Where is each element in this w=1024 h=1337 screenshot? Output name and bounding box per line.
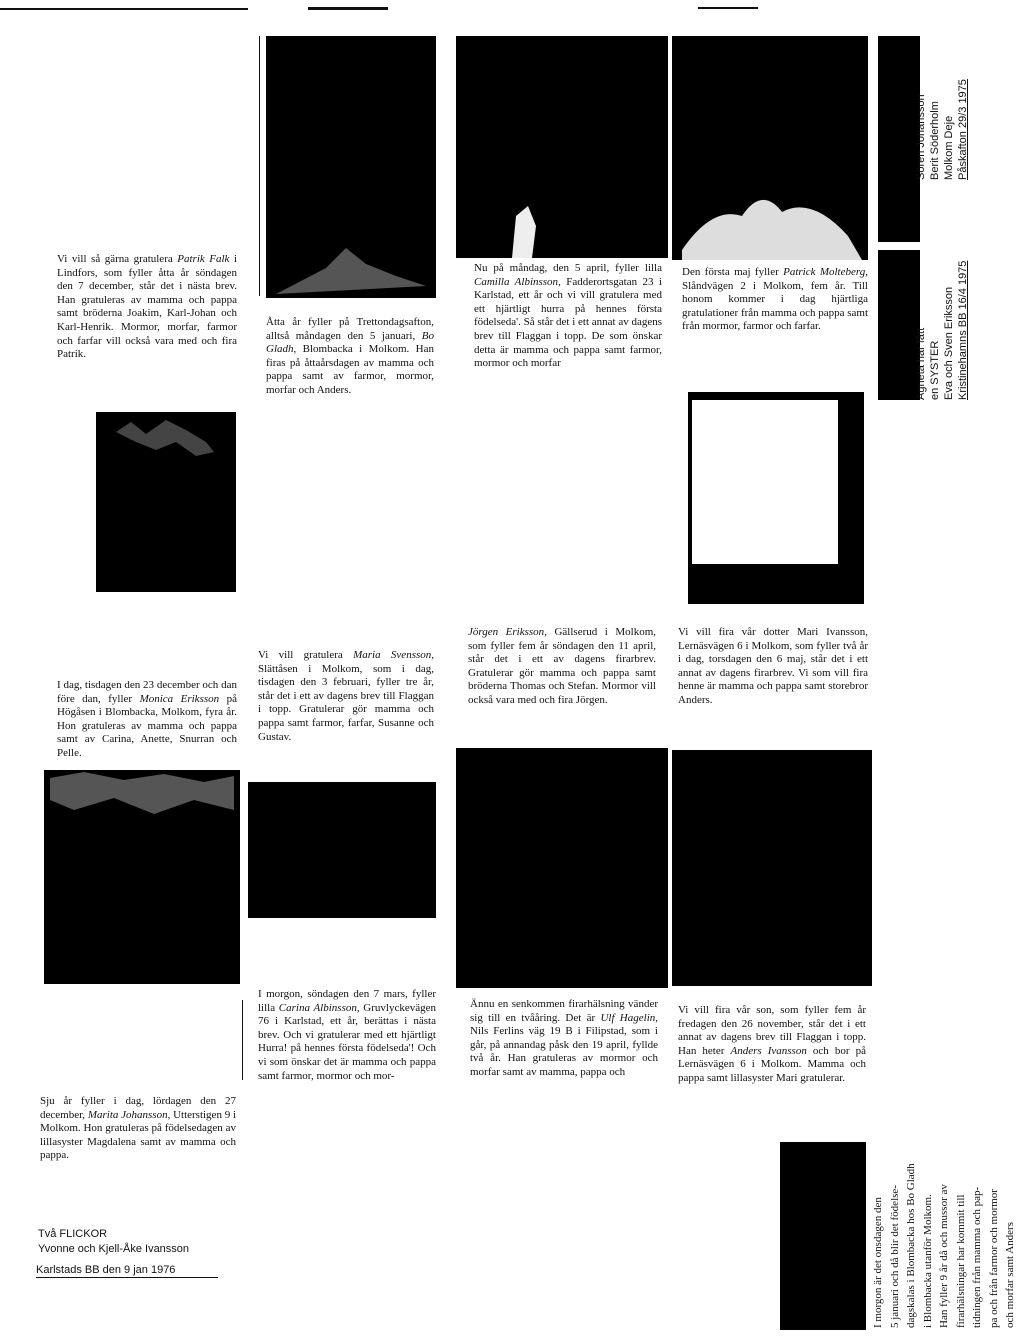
clipping-jorgen: Jörgen Eriksson, Gällserud i Molkom, som fyller fem år söndagen den 11 april, står det i ett av dagens firarbrev. Gratulerar gör mamma och pappa samt bröderna Thomas och Stefan. Mormor vill också vara med och fira Jörgen. [468, 626, 657, 706]
maria-name: Maria Svensson [353, 649, 432, 661]
camilla-name: Camilla Albinsson [474, 275, 559, 288]
marita-name: Marita Johansson [87, 1108, 168, 1121]
top-rule-left [0, 8, 248, 10]
photo-maria [248, 782, 436, 918]
clipping-mari: Vi vill fira vår dotter Mari Ivansson, Lernäsvägen 6 i Molkom, som fyller två år i dag, torsdagen den 6 maj, står det i ett annat av dagens firarbrev. Vi som vill fira henne är mamma och pappa samt storebror Anders. [678, 626, 868, 706]
photo-bo [266, 36, 436, 298]
photo-mari-image [672, 750, 872, 986]
clipping-bo: Åtta år fyller på Trettondagsafton, alltså måndagen den 5 januari, Bo Gladh, Blombacka i Molkom. Han firas på åttaårsdagen av mamma och pappa samt av farmor, mormor, morfar och Anders. [266, 316, 434, 396]
photo-camilla-image [456, 36, 668, 258]
photo-monica-image [44, 770, 240, 984]
top-rule-mid [308, 7, 388, 10]
photo-patrik [96, 412, 236, 592]
clipping-maria: Vi vill gratulera Maria Svensson, Slättåsen i Molkom, som i dag, tisdagen den 3 februari, fyller tre år, står det i ett av dagens brev till Flaggan i topp. Gratulerar gör mamma och pappa samt farmor, farfar, Susanne och Gustav. [258, 649, 435, 743]
photo-jorgen [456, 748, 668, 988]
photo-bo-birthday-image [780, 1142, 866, 1330]
clipping-patrik: Vi vill så gärna gratulera Patrik Falk i Lindfors, som fyller åtta år söndagen den 7 december, står det i nästa brev. Han gratuleras av mamma och pappa samt bröderna Joakim, Karl-Johan och Karl-Henrik. Mormor, morfar, farmor och farfar vill också vara med och fira Patrik. [57, 253, 238, 361]
clipping-patrick-m: Den första maj fyller Patrick Molteberg, Slåndvägen 2 i Molkom, fem år. Till honom kommer i dag hjärtliga gratulationer från mamma och pappa samt från mormor, farmor och farfar. [682, 266, 869, 333]
photo-patrick-m-2-image [688, 392, 864, 604]
divider-col2-top [259, 36, 260, 296]
clipping-carina: I morgon, söndagen den 7 mars, fyller lilla Carina Albinsson, Gruvlyckevägen 76 i Karlstad, ett år, berättas i nästa brev. Och vi gratulerar med ett hjärtligt Hurra! på hennes första födelseda'! Och vi som önskar det är mamma och pappa samt farmor, mormor och mor- [258, 988, 436, 1082]
vertical-clipping-bo-birthday: I morgon är det onsdagen den 5 januari och då blir det födelse- dagskalas i Blombacka hos Bo Gladh i Blombacka utanför Molkom. Han fyller 9 år då och mussor av firarhälsningar har kommit till tidningen från mamma och pap- pa och från farmor och mormor och morfar samt Anders [872, 1163, 1016, 1328]
photo-patrik-image [96, 412, 236, 592]
monica-name: Monica Eriksson [139, 692, 220, 705]
anders-name: Anders Ivansson [730, 1044, 807, 1057]
patrik-name: Patrik Falk [177, 253, 230, 265]
photo-patrick-m-image [672, 36, 868, 260]
clipping-monica: I dag, tisdagen den 23 december och dan före dan, fyller Monica Eriksson på Högåsen i Blombacka, Molkom, fyra år. Hon gratuleras av mamma och pappa samt av Carina, Anette, Snurran och Pelle. [57, 679, 237, 759]
photo-bo-birthday [780, 1142, 866, 1330]
patrick-m-name: Patrick Molteberg [783, 266, 866, 278]
photo-camilla [456, 36, 668, 258]
photo-monica [44, 770, 240, 984]
announcement-title: Två FLICKOR [38, 1228, 108, 1240]
announcement-parents: Yvonne och Kjell-Åke Ivansson [38, 1243, 190, 1255]
ulf-name: Ulf Hagelin [600, 1011, 656, 1024]
carina-name: Carina Albinsson [278, 1001, 357, 1014]
clipping-anders: Vi vill fira vår son, som fyller fem år fredagen den 26 november, står det i ett annat av dagens brev till Flaggan i topp. Han heter Anders Ivansson och bor på Lernäsvägen 6 i Molkom. Mamma och pappa samt lillasyster Mari gratulerar. [678, 1004, 866, 1084]
photo-maria-image [248, 782, 436, 918]
photo-jorgen-image [456, 748, 668, 988]
top-rule-right [698, 7, 758, 9]
photo-patrick-m [672, 36, 868, 260]
clipping-marita: Sju år fyller i dag, lördagen den 27 december, Marita Johansson, Utterstigen 9 i Molkom. Hon gratuleras på födelsedagen av lillasyster Magdalena samt av mamma och pappa. [40, 1095, 236, 1162]
clipping-camilla: Nu på måndag, den 5 april, fyller lilla Camilla Albinsson, Fadderortsgatan 23 i Karlstad, ett år och vi vill gratulera med ett hjärtligt hurra på hennes första födelseda'. Så står det i ett annat av dagens brev till Flaggan i topp. De som önskar detta är mamma och pappa samt farmor, mormor och morfar [474, 262, 662, 370]
photo-patrick-m-2 [688, 392, 864, 604]
clipping-ulf: Ännu en senkommen firarhälsning vänder sig till en tvååring. Det är Ulf Hagelin, Nils Ferlins väg 19 B i Filipstad, som i går, på annandag påsk den 19 april, fyllde två år. Han gratuleras av mormor och morfar samt av mamma, pappa och [470, 998, 658, 1078]
photo-mari [672, 750, 872, 986]
photo-bo-image [266, 36, 436, 298]
jorgen-name: Jörgen Eriksson [468, 626, 545, 638]
divider-col1 [242, 1000, 243, 1080]
vertical-announcement-agneta: Agneta har fått en SYSTER Eva och Sven Eriksson Kristinehamns BB 16/4 1975 [915, 260, 969, 400]
announcement-source: Karlstads BB den 9 jan 1976 [36, 1263, 218, 1278]
vertical-announcement-soren: Sören Johansson Berit Söderholm Molkom Deje Påskafton 29/3 1975 [915, 79, 969, 180]
bo-name: Bo Gladh [266, 329, 434, 356]
